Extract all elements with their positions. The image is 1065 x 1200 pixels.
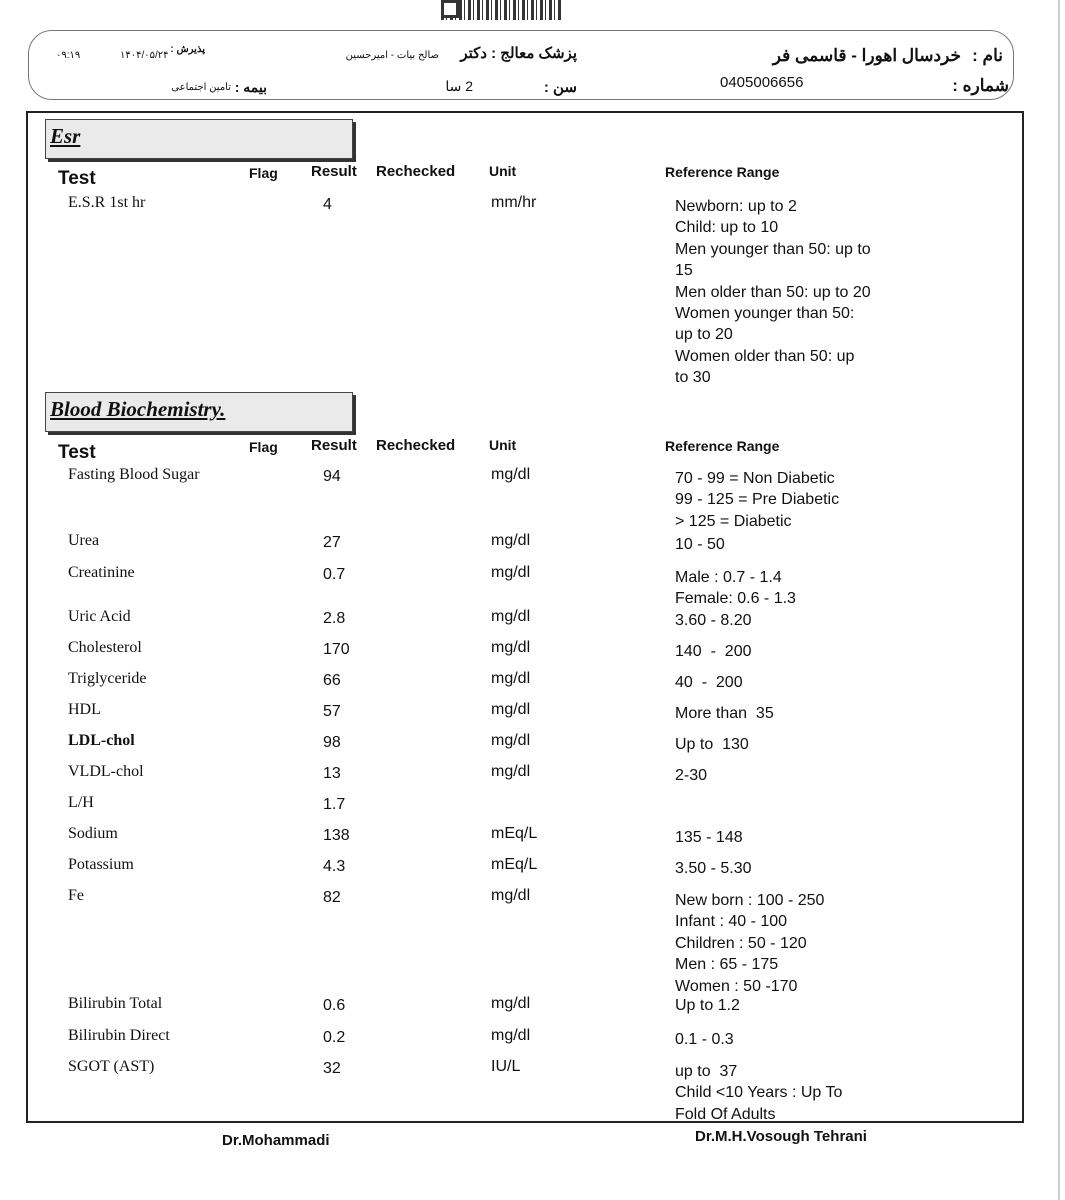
ref-line: Men : 65 - 175 [675, 956, 779, 974]
test-unit: mg/dl [491, 995, 531, 1012]
test-result: 32 [323, 1060, 341, 1077]
test-unit: mg/dl [491, 701, 531, 718]
age-value: 2 سا [445, 78, 473, 94]
section-header-biochemistry [45, 392, 353, 432]
table-row [0, 532, 1065, 552]
ref-line: Up to 1.2 [675, 997, 740, 1014]
ref-line: 140 - 200 [675, 643, 752, 660]
test-unit: mm/hr [491, 194, 537, 211]
admission-label: پذیرش : [170, 44, 205, 55]
col-result: Result [311, 163, 357, 180]
table-row [0, 825, 1065, 845]
test-name: Urea [68, 532, 100, 549]
ref-line: 2-30 [675, 767, 708, 784]
ref-line: to 30 [675, 369, 711, 387]
test-unit: mEq/L [491, 825, 538, 842]
test-result: 138 [323, 827, 350, 844]
ref-line: Women : 50 -170 [675, 977, 798, 995]
reference-range [675, 610, 895, 631]
reference-range [675, 995, 895, 1016]
test-name: Uric Acid [68, 608, 131, 625]
col-reference: Reference Range [665, 164, 780, 180]
table-row [0, 639, 1065, 659]
test-result: 170 [323, 641, 350, 658]
test-result: 4.3 [323, 858, 346, 875]
insurance-label: بیمه : [234, 79, 267, 95]
test-unit: mg/dl [491, 564, 531, 581]
col-unit: Unit [489, 163, 517, 179]
reference-range [675, 734, 895, 755]
patient-number: 0405006656 [720, 74, 804, 91]
test-result: 13 [323, 765, 341, 782]
reference-range [675, 641, 895, 662]
col-test: Test [58, 442, 96, 463]
ref-line: 3.60 - 8.20 [675, 612, 752, 629]
test-name: Cholesterol [68, 639, 142, 656]
test-result: 0.6 [323, 997, 346, 1014]
ref-line: up to 37 [675, 1063, 738, 1080]
doctor-label: پزشک معالج : دکتر [460, 45, 577, 62]
page-edge [1058, 0, 1060, 1200]
ref-line: Infant : 40 - 100 [675, 913, 788, 931]
col-flag: Flag [249, 439, 278, 455]
ref-line: Children : 50 - 120 [675, 934, 807, 952]
ref-line: 135 - 148 [675, 829, 743, 846]
test-unit: mg/dl [491, 608, 531, 625]
reference-range [675, 1061, 895, 1125]
signature-left: Dr.Mohammadi [222, 1132, 330, 1149]
ref-line: Women younger than 50: [675, 305, 855, 323]
table-row [0, 1027, 1065, 1047]
test-unit: mg/dl [491, 670, 531, 687]
test-name: E.S.R 1st hr [68, 194, 146, 211]
test-unit: mg/dl [491, 887, 531, 904]
reference-range [675, 765, 895, 786]
section-title: Blood Biochemistry. [50, 397, 226, 421]
table-row [0, 701, 1065, 721]
test-name: Triglyceride [68, 670, 147, 687]
ref-line: > 125 = Diabetic [675, 512, 792, 530]
ref-line: Men older than 50: up to 20 [675, 283, 871, 301]
test-unit: mEq/L [491, 856, 538, 873]
test-unit: mg/dl [491, 732, 531, 749]
col-result: Result [311, 437, 357, 454]
ref-line: Women older than 50: up [675, 347, 855, 365]
reference-range [675, 567, 895, 610]
signature-right: Dr.M.H.Vosough Tehrani [695, 1128, 867, 1145]
name-label: نام : [972, 46, 1003, 65]
test-name: Bilirubin Direct [68, 1027, 170, 1044]
test-result: 94 [323, 468, 341, 485]
test-unit: mg/dl [491, 532, 531, 549]
test-name: Sodium [68, 825, 118, 842]
reference-range [675, 703, 895, 724]
ref-line: Child <10 Years : Up To [675, 1084, 843, 1102]
col-test: Test [58, 168, 96, 189]
ref-line: Newborn: up to 2 [675, 198, 797, 215]
ref-line: 0.1 - 0.3 [675, 1031, 734, 1048]
test-name: Fe [68, 887, 84, 904]
table-row [0, 763, 1065, 783]
col-unit: Unit [489, 437, 517, 453]
reference-range [675, 196, 895, 389]
test-result: 82 [323, 889, 341, 906]
reference-range [675, 858, 895, 879]
reference-range [675, 1029, 895, 1050]
test-unit: mg/dl [491, 1027, 531, 1044]
test-unit: IU/L [491, 1058, 521, 1075]
ref-line: 99 - 125 = Pre Diabetic [675, 491, 840, 509]
age-label: سن : [543, 79, 577, 96]
test-name: Creatinine [68, 564, 135, 581]
insurance-value: تامین اجتماعی [171, 82, 231, 93]
test-name: Fasting Blood Sugar [68, 466, 200, 483]
col-flag: Flag [249, 165, 278, 181]
table-row [0, 466, 1065, 530]
section-title: Esr [50, 124, 81, 148]
test-name: LDL-chol [68, 732, 135, 749]
reference-range [675, 468, 895, 532]
test-name: Potassium [68, 856, 134, 873]
table-row [0, 995, 1065, 1015]
patient-name: خردسال اهورا - قاسمی فر [772, 46, 961, 65]
table-row [0, 856, 1065, 876]
col-reference: Reference Range [665, 438, 780, 454]
test-result: 1.7 [323, 796, 346, 813]
test-unit: mg/dl [491, 466, 531, 483]
table-row [0, 194, 1065, 387]
doctor-name: صالح بیات - امیرحسین [345, 50, 439, 61]
test-name: L/H [68, 794, 94, 811]
test-result: 27 [323, 534, 341, 551]
test-result: 0.2 [323, 1029, 346, 1046]
ref-line: Men younger than 50: up to [675, 240, 871, 258]
reference-range [675, 890, 895, 997]
ref-line: Male : 0.7 - 1.4 [675, 569, 782, 586]
section-header-esr [45, 119, 353, 159]
test-result: 66 [323, 672, 341, 689]
test-result: 98 [323, 734, 341, 751]
test-result: 4 [323, 196, 332, 213]
admission-date: ۱۴۰۴/۰۵/۲۴ [120, 50, 169, 61]
reference-range [675, 827, 895, 848]
col-rechecked: Rechecked [376, 163, 456, 180]
ref-line: Female: 0.6 - 1.3 [675, 590, 796, 608]
test-name: HDL [68, 701, 101, 718]
reference-range [675, 672, 895, 693]
ref-line: Up to 130 [675, 736, 749, 753]
table-row [0, 887, 1065, 995]
table-row [0, 1058, 1065, 1123]
table-row [0, 608, 1065, 628]
test-result: 0.7 [323, 566, 346, 583]
number-label: شماره : [952, 76, 1009, 95]
test-name: SGOT (AST) [68, 1058, 155, 1075]
test-unit: mg/dl [491, 763, 531, 780]
ref-line: 15 [675, 262, 693, 280]
ref-line: 70 - 99 = Non Diabetic [675, 470, 835, 487]
ref-line: New born : 100 - 250 [675, 892, 825, 909]
table-row [0, 670, 1065, 690]
ref-line: 40 - 200 [675, 674, 743, 691]
table-row [0, 732, 1065, 752]
table-row [0, 794, 1065, 814]
col-rechecked: Rechecked [376, 437, 456, 454]
admission-time: ۰۹:۱۹ [56, 50, 81, 61]
ref-line: Child: up to 10 [675, 219, 779, 237]
test-name: Bilirubin Total [68, 995, 163, 1012]
test-unit: mg/dl [491, 639, 531, 656]
ref-line: Fold Of Adults [675, 1105, 776, 1123]
ref-line: More than 35 [675, 705, 774, 722]
ref-line: 3.50 - 5.30 [675, 860, 752, 877]
ref-line: 10 - 50 [675, 536, 725, 553]
reference-range [675, 534, 895, 555]
test-result: 57 [323, 703, 341, 720]
ref-line: up to 20 [675, 326, 733, 344]
table-row [0, 564, 1065, 608]
qr-code [441, 0, 561, 20]
test-name: VLDL-chol [68, 763, 144, 780]
test-result: 2.8 [323, 610, 346, 627]
